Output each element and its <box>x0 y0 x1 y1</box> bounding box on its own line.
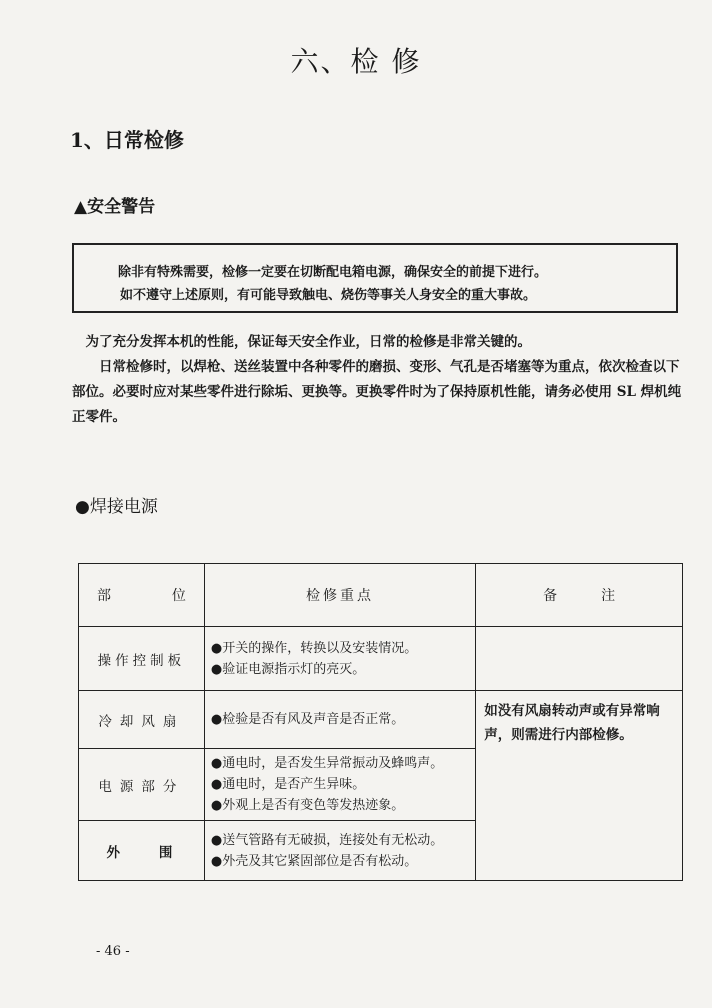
warning-heading: ▲安全警告 <box>74 197 156 217</box>
row-part: 外 围 <box>79 821 205 881</box>
table-header-row <box>79 564 683 627</box>
warning-line: 除非有特殊需要，检修一定要在切断配电箱电源，确保安全的前提下进行。 <box>118 265 548 280</box>
focus-item: ●送气管路有无破损，连接处有无松动。 <box>210 832 444 848</box>
focus-item: ●通电时，是否发生异常振动及蜂鸣声。 <box>210 756 444 771</box>
focus-item: ●通电时，是否产生异味。 <box>210 777 366 792</box>
header-focus: 检修重点 <box>204 564 475 627</box>
section-title: 1、日常检修 <box>70 128 184 152</box>
row-focus <box>204 627 475 691</box>
page-title: 六、检 修 <box>290 45 422 78</box>
warning-box <box>72 243 678 313</box>
row-focus <box>204 749 475 821</box>
header-note: 备注 <box>476 564 683 627</box>
row-focus <box>204 691 475 749</box>
intro-paragraphs <box>72 330 682 430</box>
focus-item: ●开关的操作，转换以及安装情况。 <box>210 640 418 656</box>
focus-item: ●验证电源指示灯的亮灭。 <box>210 661 366 677</box>
focus-item: ●外壳及其它紧固部位是否有松动。 <box>210 853 418 869</box>
table-row <box>79 691 683 749</box>
row-focus <box>204 821 475 881</box>
focus-item: ●检验是否有风及声音是否正常。 <box>210 712 405 727</box>
paragraph: 为了充分发挥本机的性能，保证每天安全作业，日常的检修是非常关键的。 <box>85 334 531 350</box>
page-number: - 46 - <box>96 944 130 959</box>
row-part: 操作控制板 <box>79 627 205 691</box>
focus-item: ●外观上是否有变色等发热迹象。 <box>210 798 405 813</box>
table-row <box>79 627 683 691</box>
warning-line: 如不遵守上述原则，有可能导致触电、烧伤等事关人身安全的重大事故。 <box>120 288 537 303</box>
subsection-title: ●焊接电源 <box>75 497 158 517</box>
note-empty-cell <box>476 627 683 691</box>
row-part: 冷却风扇 <box>79 691 205 749</box>
paragraph: 日常检修时，以焊枪、送丝装置中各种零件的磨损、变形、气孔是否堵塞等为重点，依次检查以下部位。必要时应对某些零件进行除垢、更换等。更换零件时为了保持原机性能，请务必使用 SL 焊机纯正零件。 <box>72 359 682 425</box>
row-note: 如没有风扇转动声或有异常响声，则需进行内部检修。 <box>476 691 683 881</box>
header-part: 部位 <box>79 564 205 627</box>
row-part: 电源部分 <box>79 749 205 821</box>
inspection-table <box>78 563 683 881</box>
